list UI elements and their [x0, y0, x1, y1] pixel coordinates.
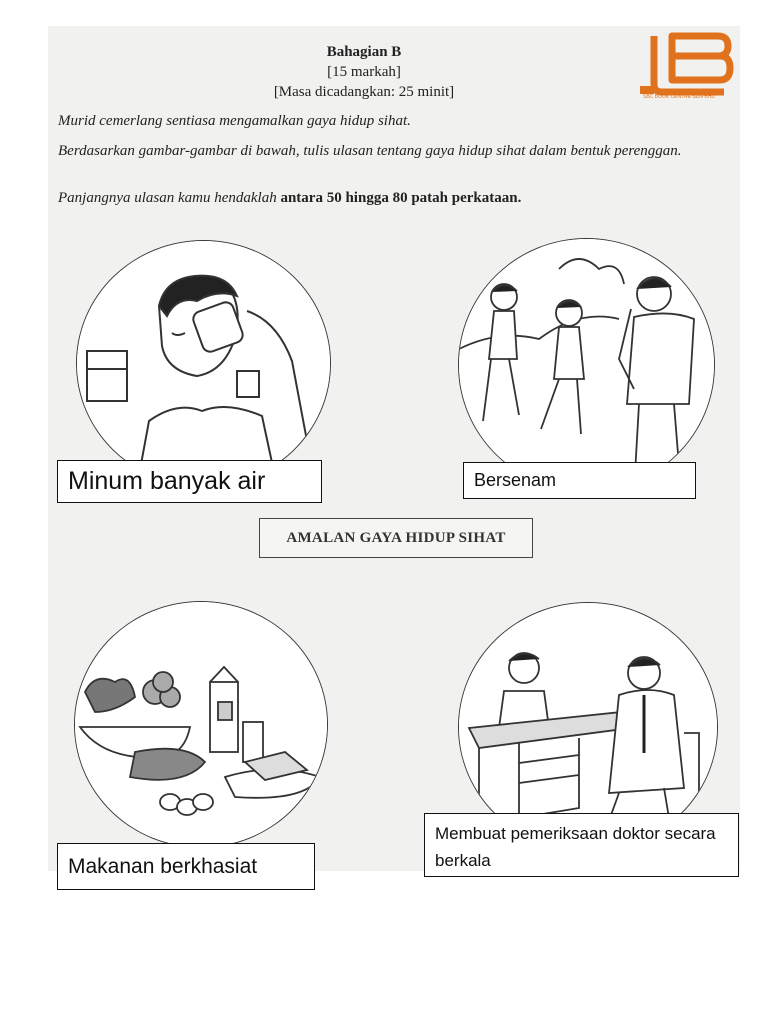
word-count-requirement: antara 50 hingga 80 patah perkataan.: [280, 190, 522, 206]
label-exercise: Bersenam: [463, 462, 696, 499]
section-title: Bahagian B: [326, 44, 402, 60]
instruction-line-2: Berdasarkan gambar-gambar di bawah, tulis ulasan tentang gaya hidup sihat dalam bentuk perenggan.: [58, 143, 682, 159]
publisher-logo-icon: [620, 26, 738, 104]
publisher-name: SBC BOOK CENTRE SDN BHD: [643, 94, 715, 100]
label-drink-water: Minum banyak air: [57, 460, 322, 503]
boys-jogging-illustration: [458, 238, 715, 492]
instruction-line-3-prefix: Panjangnya ulasan kamu hendaklah: [58, 190, 281, 206]
healthy-food-illustration: [74, 601, 328, 848]
boy-drinking-icon: [77, 241, 330, 486]
jogging-icon: [459, 239, 714, 491]
food-icon: [75, 602, 327, 847]
instruction-line-3: [58, 189, 734, 207]
label-nutritious-food: Makanan berkhasiat: [57, 843, 315, 890]
boy-drinking-water-illustration: [76, 240, 331, 487]
worksheet-scan: [48, 26, 740, 871]
marks-label: [15 markah]: [327, 64, 401, 80]
instruction-line-1: Murid cemerlang sentiasa mengamalkan gaya hidup sihat.: [58, 113, 411, 129]
center-title: AMALAN GAYA HIDUP SIHAT: [259, 518, 533, 558]
suggested-time: [Masa dicadangkan: 25 minit]: [273, 84, 455, 100]
label-doctor-checkup: Membuat pemeriksaan doktor secara berkala: [424, 813, 739, 877]
